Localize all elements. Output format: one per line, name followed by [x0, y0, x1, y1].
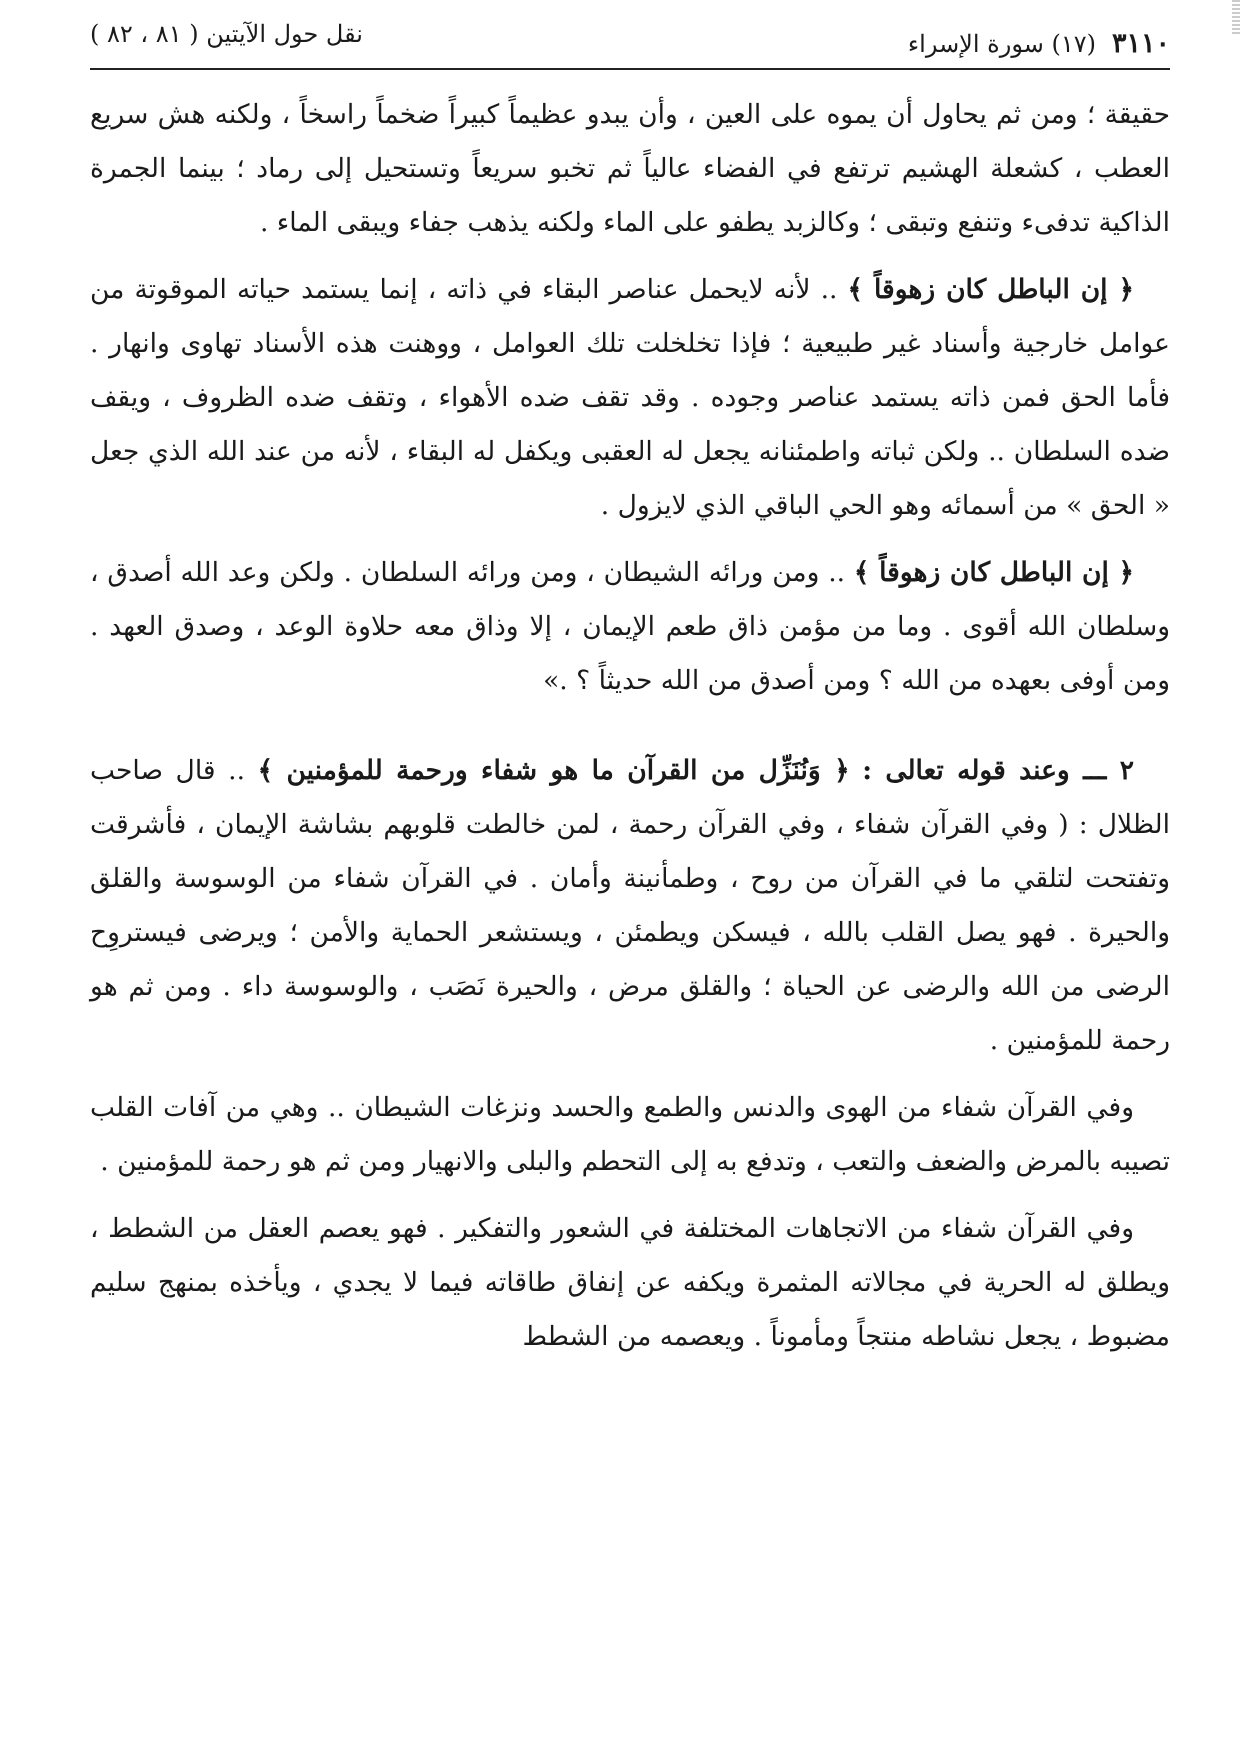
page-number: ٣١١٠ [1111, 28, 1170, 59]
paragraph-text: وفي القرآن شفاء من الهوى والدنس والطمع والحسد ونزغات الشيطان .. وهي من آفات القلب تصيبه بالمرض والضعف والتعب ، وتدفع به إلى التحطم والبلى والانهيار ومن ثم هو رحمة للمؤمنين . [90, 1092, 1170, 1177]
paragraph-1 [90, 88, 1170, 250]
quran-verse: ﴿ وَنُنَزِّل من القرآن ما هو شفاء ورحمة للمؤمنين ﴾ [257, 755, 850, 786]
paragraph-4 [90, 744, 1170, 1068]
section-lead: ٢ ـــ وعند قوله تعالى : [862, 755, 1134, 786]
quran-verse: ﴿ إن الباطل كان زهوقاً ﴾ [847, 274, 1134, 305]
surah-title: (١٧) سورة الإسراء [907, 30, 1096, 58]
paragraph-6 [90, 1202, 1170, 1364]
running-header [90, 20, 1170, 70]
header-topic: نقل حول الآيتين ( ٨١ ، ٨٢ ) [90, 20, 363, 48]
header-page-info [908, 28, 1170, 59]
paragraph-3 [90, 546, 1170, 708]
document-page [90, 0, 1170, 1754]
paragraph-text: .. ومن ورائه الشيطان ، ومن ورائه السلطان . ولكن وعد الله أصدق ، وسلطان الله أقوى . وما من مؤمن ذاق طعم الإيمان ، إلا وذاق معه حلاوة الوعد ، وصدق العهد . ومن أوفى بعهده من الله ؟ ومن أصدق من الله حديثاً ؟ .» [90, 557, 1170, 696]
quran-verse: ﴿ إن الباطل كان زهوقاً ﴾ [853, 557, 1134, 588]
body-text [90, 88, 1170, 1377]
paragraph-2 [90, 263, 1170, 533]
paragraph-text: .. لأنه لايحمل عناصر البقاء في ذاته ، إنما يستمد حياته الموقوتة من عوامل خارجية وأسناد غير طبيعية ؛ فإذا تخلخلت تلك العوامل ، ووهنت هذه الأسناد تهاوى وانهار . فأما الحق فمن ذاته يستمد عناصر وجوده . وقد تقف ضده الأهواء ، وتقف ضده الظروف ، ويقف ضده السلطان .. ولكن ثباته واطمئنانه يجعل له العقبى ويكفل له البقاء ، لأنه من عند الله الذي جعل « الحق » من أسمائه وهو الحي الباقي الذي لايزول . [90, 274, 1170, 521]
paragraph-text: .. قال صاحب الظلال : ( وفي القرآن شفاء ، وفي القرآن رحمة ، لمن خالطت قلوبهم بشاشة الإيمان ، فأشرقت وتفتحت لتلقي ما في القرآن من روح ، وطمأنينة وأمان . في القرآن شفاء من الوسوسة والقلق والحيرة . فهو يصل القلب بالله ، فيسكن ويطمئن ، ويستشعر الحماية والأمن ؛ ويرضى فيستروِح الرضى من الله والرضى عن الحياة ؛ والقلق مرض ، والحيرة نَصَب ، والوسوسة داء . ومن ثم هو رحمة للمؤمنين . [90, 755, 1170, 1056]
scan-artifact [1232, 0, 1240, 36]
paragraph-text: حقيقة ؛ ومن ثم يحاول أن يموه على العين ، وأن يبدو عظيماً كبيراً ضخماً راسخاً ، ولكنه هش سريع العطب ، كشعلة الهشيم ترتفع في الفضاء عالياً ثم تخبو سريعاً وتستحيل إلى رماد ؛ بينما الجمرة الذاكية تدفىء وتنفع وتبقى ؛ وكالزبد يطفو على الماء ولكنه يذهب جفاء ويبقى الماء . [90, 99, 1170, 238]
paragraph-5 [90, 1081, 1170, 1189]
paragraph-text: وفي القرآن شفاء من الاتجاهات المختلفة في الشعور والتفكير . فهو يعصم العقل من الشطط ، ويطلق له الحرية في مجالاته المثمرة ويكفه عن إنفاق طاقاته فيما لا يجدي ، ويأخذه بمنهج سليم مضبوط ، يجعل نشاطه منتجاً ومأموناً . ويعصمه من الشطط [90, 1213, 1170, 1352]
